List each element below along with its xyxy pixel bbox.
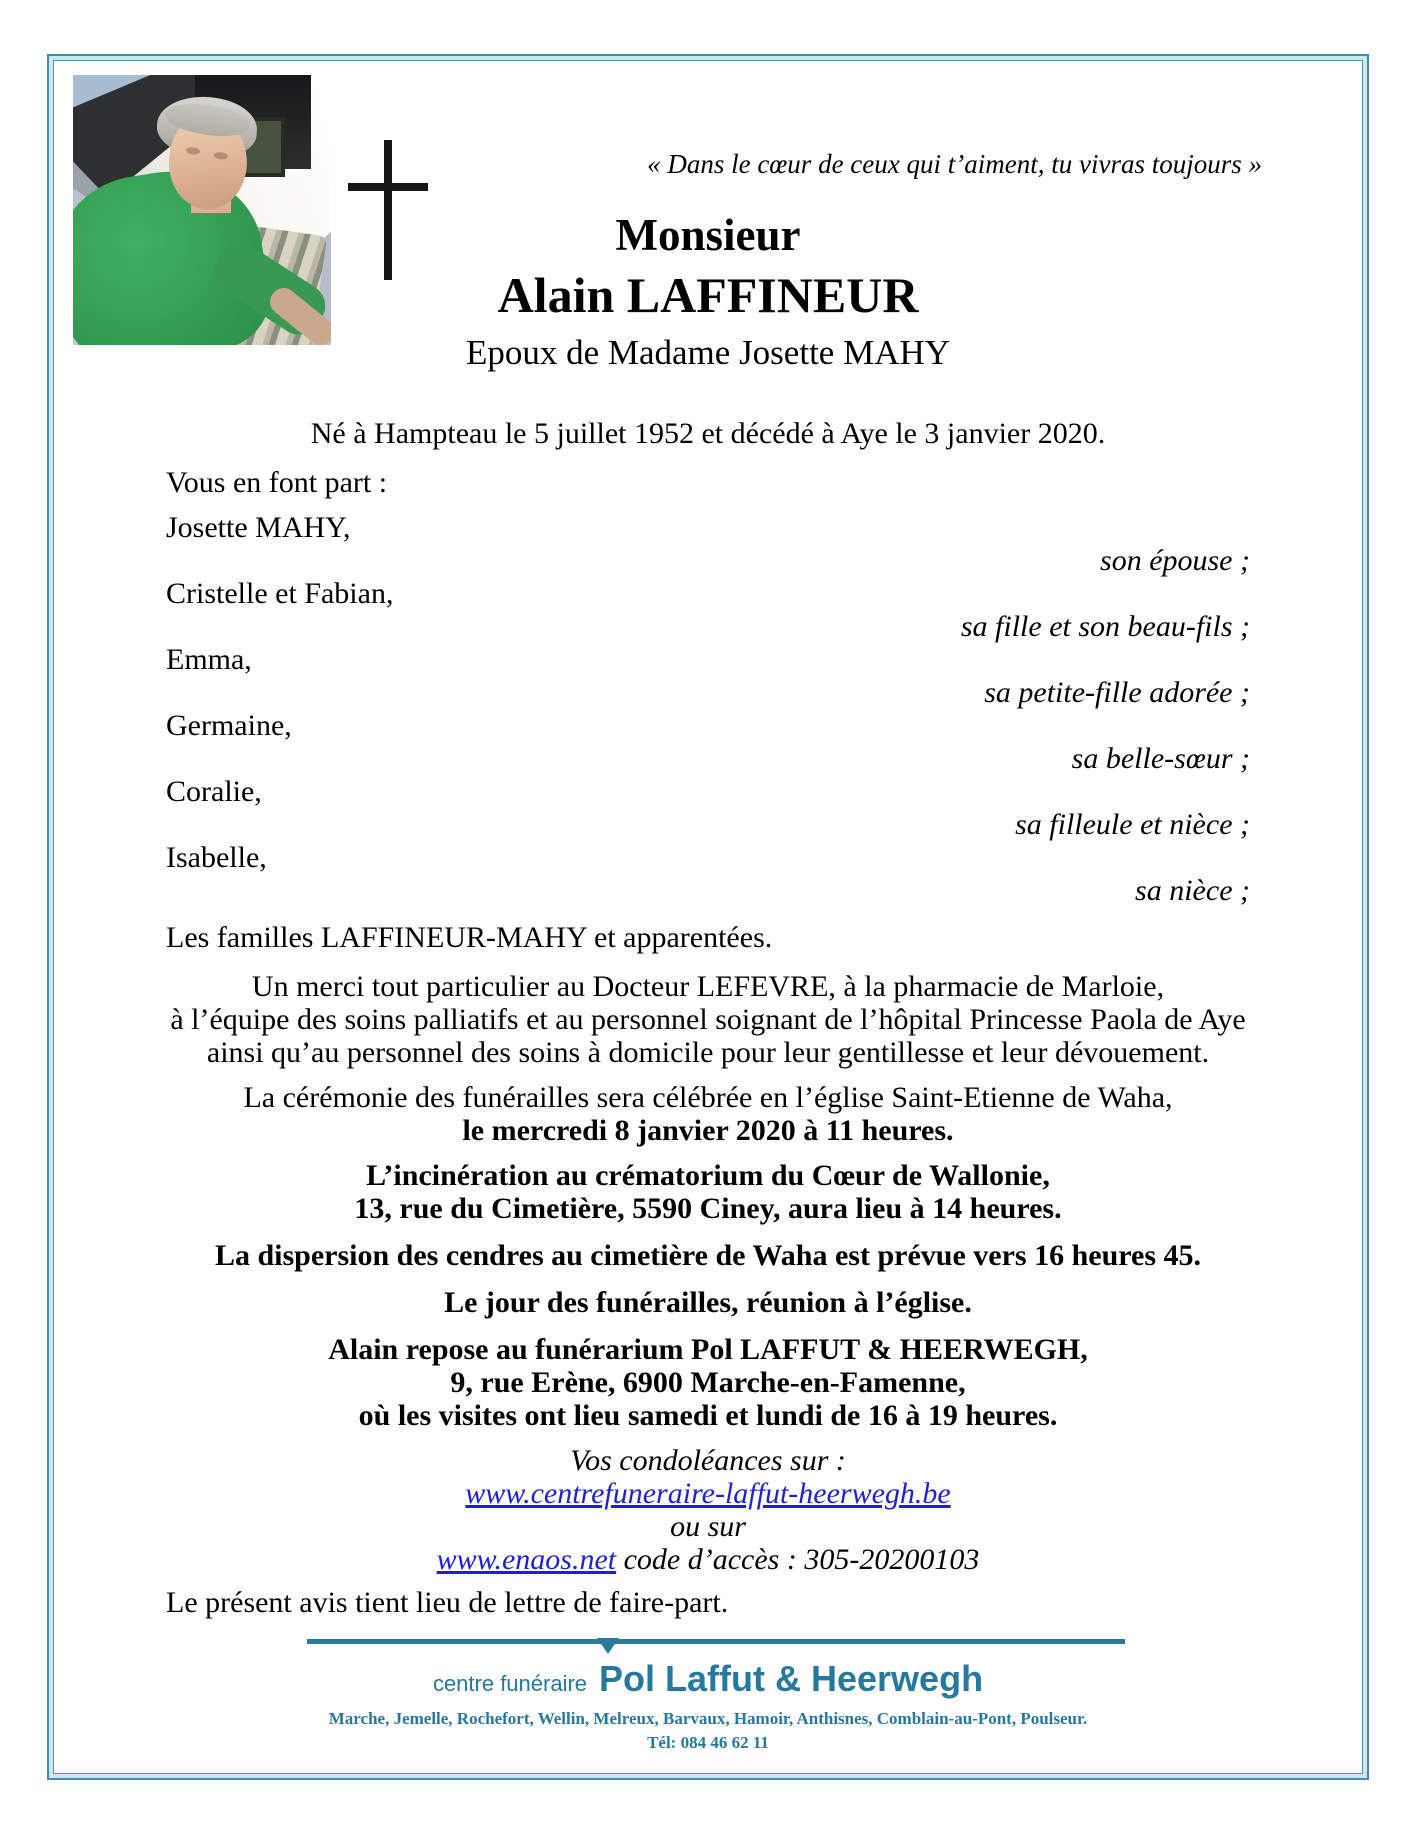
relative-relation: sa fille et son beau-fils ; [960, 610, 1250, 643]
thanks-line: à l’équipe des soins palliatifs et au personnel soignant de l’hôpital Princesse Paola de Aye [170, 1003, 1246, 1036]
relatives-list [54, 511, 1362, 907]
thanks-paragraph [54, 970, 1362, 1069]
relative-relation: sa belle-sœur ; [1071, 742, 1250, 775]
closing-line: Le présent avis tient lieu de lettre de faire-part. [166, 1586, 729, 1619]
ceremony-line: La cérémonie des funérailles sera célébrée en l’église Saint-Etienne de Waha, [243, 1081, 1173, 1114]
relative-name: Cristelle et Fabian, [166, 577, 394, 610]
condolences-link-secondary[interactable]: www.enaos.net [436, 1543, 617, 1576]
funerarium-line: Alain repose au funérarium Pol LAFFUT & HEERWEGH, [328, 1333, 1088, 1366]
condolences-block [54, 1444, 1362, 1576]
birth-death-line: Né à Hampteau le 5 juillet 1952 et décédé à Aye le 3 janvier 2020. [310, 417, 1106, 450]
deceased-name: Alain LAFFINEUR [497, 267, 919, 323]
thanks-line: Un merci tout particulier au Docteur LEFEVRE, à la pharmacie de Marloie, [251, 970, 1165, 1003]
triangle-marker-icon [597, 1638, 619, 1654]
relative-name: Germaine, [166, 709, 292, 742]
access-code-text: code d’accès : 305-20200103 [616, 1543, 980, 1576]
funerarium-paragraph [54, 1333, 1362, 1432]
families-line: Les familles LAFFINEUR-MAHY et apparentées. [166, 921, 773, 954]
condolences-link-primary[interactable]: www.centrefuneraire-laffut-heerwegh.be [465, 1477, 951, 1510]
thanks-line: ainsi qu’au personnel des soins à domicile pour leur gentillesse et leur dévouement. [206, 1036, 1210, 1069]
footer-divider [307, 1639, 1125, 1644]
title-block [54, 207, 1362, 375]
relative-name: Josette MAHY, [166, 511, 351, 544]
obituary-card [53, 60, 1363, 1774]
reunion-line: Le jour des funérailles, réunion à l’église. [444, 1286, 972, 1319]
relative-relation: sa petite-fille adorée ; [984, 676, 1250, 709]
memorial-quote: « Dans le cœur de ceux qui t’aiment, tu vivras toujours » [647, 149, 1262, 179]
funeral-home-logo [54, 1658, 1362, 1700]
cremation-line: L’incinération au crématorium du Cœur de Wallonie, [366, 1159, 1050, 1192]
cremation-line: 13, rue du Cimetière, 5590 Ciney, aura lieu à 14 heures. [354, 1192, 1062, 1225]
cremation-paragraph [54, 1159, 1362, 1225]
header [54, 61, 1362, 371]
ceremony-paragraph [54, 1081, 1362, 1147]
page-frame [47, 54, 1369, 1780]
funerarium-line: 9, rue Erène, 6900 Marche-en-Famenne, [450, 1366, 966, 1399]
spouse-line: Epoux de Madame Josette MAHY [465, 333, 951, 372]
relative-name: Coralie, [166, 775, 262, 808]
branch-cities-line: Marche, Jemelle, Rochefort, Wellin, Melreux, Barvaux, Hamoir, Anthisnes, Comblain-au-Pont, Poulseur. [328, 1709, 1088, 1728]
relative-relation: sa nièce ; [1135, 874, 1250, 907]
relative-relation: son épouse ; [1100, 544, 1250, 577]
brand-descriptor: centre funéraire [432, 1671, 588, 1696]
dispersion-line: La dispersion des cendres au cimetière de Waha est prévue vers 16 heures 45. [214, 1239, 1202, 1272]
relative-name: Emma, [166, 643, 252, 676]
condolences-intro: Vos condoléances sur : [570, 1444, 846, 1477]
ceremony-date-line: le mercredi 8 janvier 2020 à 11 heures. [462, 1114, 954, 1147]
relative-name: Isabelle, [166, 841, 267, 874]
condolences-or: ou sur [670, 1510, 746, 1543]
announcement-intro: Vous en font part : [166, 466, 388, 499]
phone-line: Tél: 084 46 62 11 [647, 1733, 769, 1752]
title-prefix: Monsieur [615, 210, 801, 260]
relative-relation: sa filleule et nièce ; [1015, 808, 1250, 841]
brand-name: Pol Laffut & Heerwegh [599, 1658, 983, 1699]
funerarium-line: où les visites ont lieu samedi et lundi de 16 à 19 heures. [358, 1399, 1058, 1432]
